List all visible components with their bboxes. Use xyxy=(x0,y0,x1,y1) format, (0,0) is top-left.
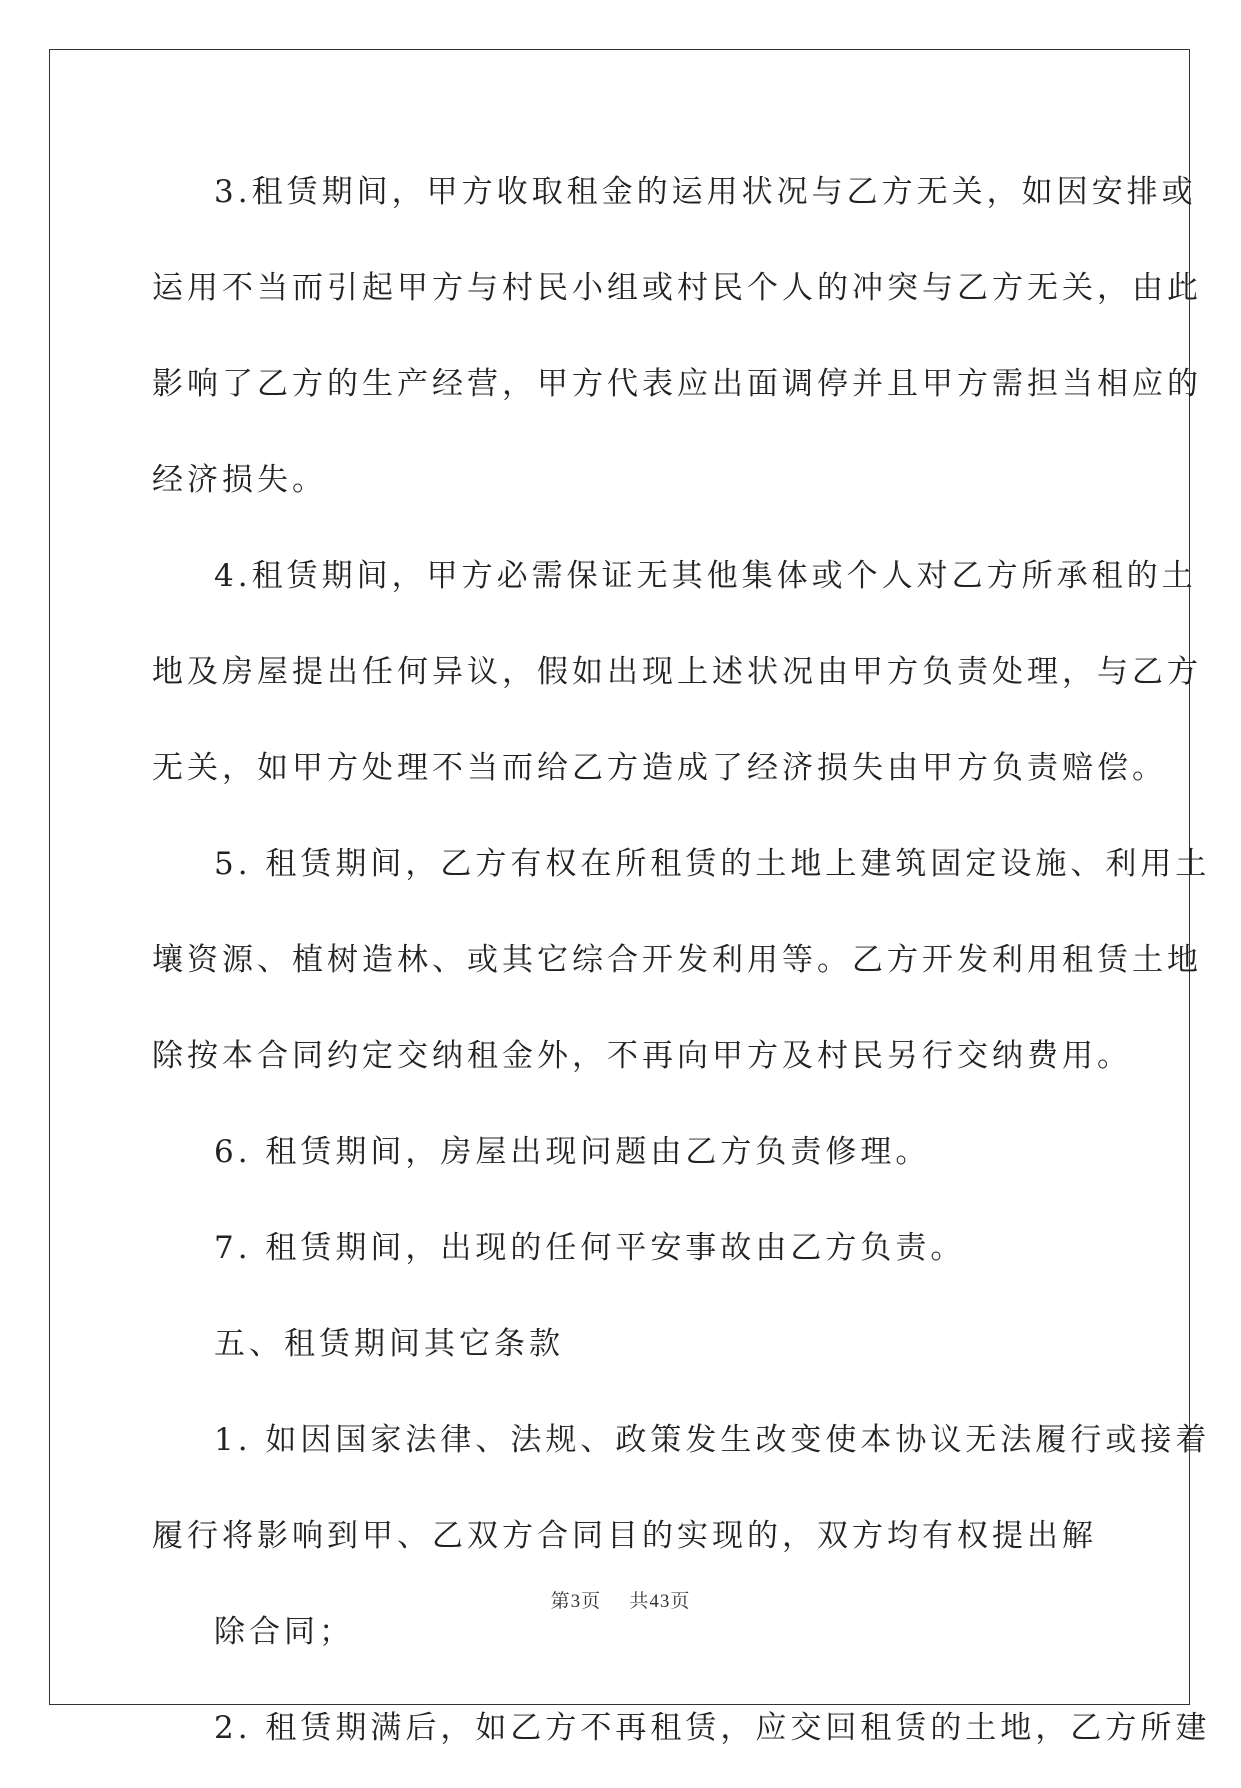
text-line: 2. 租赁期满后，如乙方不再租赁，应交回租赁的土地，乙方所建 xyxy=(214,1710,1211,1746)
text-line: 4.租赁期间，甲方必需保证无其他集体或个人对乙方所承租的土 xyxy=(214,558,1197,594)
text-line: 影响了乙方的生产经营，甲方代表应出面调停并且甲方需担当相应的 xyxy=(152,366,1202,402)
footer-page-suffix: 页 xyxy=(581,1590,602,1612)
page-footer xyxy=(0,1586,1241,1613)
text-line: 履行将影响到甲、乙双方合同目的实现的，双方均有权提出解 xyxy=(152,1518,1097,1554)
section-heading: 五、租赁期间其它条款 xyxy=(214,1326,564,1362)
text-line: 运用不当而引起甲方与村民小组或村民个人的冲突与乙方无关，由此 xyxy=(152,270,1202,306)
text-line: 3.租赁期间，甲方收取租金的运用状况与乙方无关，如因安排或 xyxy=(214,174,1197,210)
text-line: 除合同； xyxy=(214,1614,354,1650)
text-line: 壤资源、植树造林、或其它综合开发利用等。乙方开发利用租赁土地 xyxy=(152,942,1202,978)
text-line: 无关，如甲方处理不当而给乙方造成了经济损失由甲方负责赔偿。 xyxy=(152,750,1167,786)
footer-prefix: 第 xyxy=(550,1590,571,1612)
text-line: 1. 如因国家法律、法规、政策发生改变使本协议无法履行或接着 xyxy=(214,1422,1211,1458)
text-line: 7. 租赁期间，出现的任何平安事故由乙方负责。 xyxy=(214,1230,966,1266)
text-line: 6. 租赁期间，房屋出现问题由乙方负责修理。 xyxy=(214,1134,931,1170)
footer-total-suffix: 页 xyxy=(670,1590,691,1612)
footer-total-prefix: 共 xyxy=(629,1590,650,1612)
text-line: 5. 租赁期间，乙方有权在所租赁的土地上建筑固定设施、利用土 xyxy=(214,846,1211,882)
text-line: 经济损失。 xyxy=(152,462,327,498)
text-line: 地及房屋提出任何异议，假如出现上述状况由甲方负责处理，与乙方 xyxy=(152,654,1202,690)
total-pages: 43 xyxy=(649,1591,671,1612)
text-line: 除按本合同约定交纳租金外，不再向甲方及村民另行交纳费用。 xyxy=(152,1038,1132,1074)
page-number: 3 xyxy=(570,1591,582,1612)
document-body xyxy=(152,156,1211,1788)
